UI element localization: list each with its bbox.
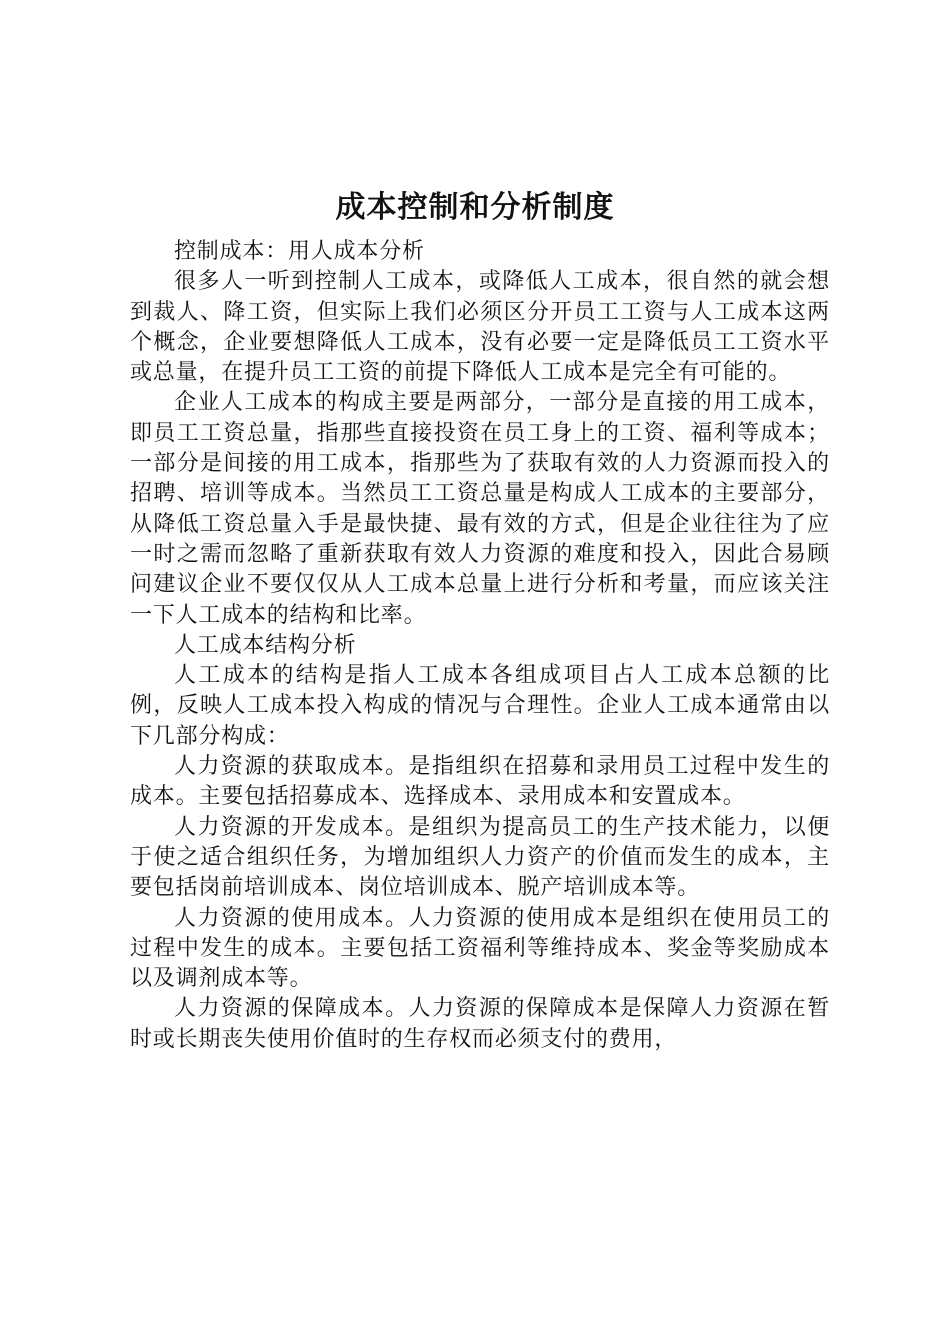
body-paragraph: 人力资源的保障成本。人力资源的保障成本是保障人力资源在暂时或长期丧失使用价值时的生存权而必须支付的费用，: [130, 996, 830, 1052]
body-paragraph: 人力资源的获取成本。是指组织在招募和录用员工过程中发生的成本。主要包括招募成本、选择成本、录用成本和安置成本。: [130, 754, 830, 810]
body-paragraph: 人力资源的开发成本。是组织为提高员工的生产技术能力，以便于使之适合组织任务，为增加组织人力资产的价值而发生的成本，主要包括岗前培训成本、岗位培训成本、脱产培训成本等。: [130, 814, 830, 901]
body-paragraph: 人工成本的结构是指人工成本各组成项目占人工成本总额的比例，反映人工成本投入构成的情况与合理性。企业人工成本通常由以下几部分构成：: [130, 663, 830, 749]
document-body: [130, 237, 830, 1055]
section-heading-structure-analysis: 人工成本结构分析: [174, 632, 357, 658]
body-paragraph: 人力资源的使用成本。人力资源的使用成本是组织在使用员工的过程中发生的成本。主要包括工资福利等维持成本、奖金等奖励成本以及调剂成本等。: [130, 905, 830, 992]
section-heading-cost-control: 控制成本：用人成本分析: [174, 239, 425, 264]
body-paragraph: 企业人工成本的构成主要是两部分，一部分是直接的用工成本，即员工工资总量，指那些直接投资在员工身上的工资、福利等成本；一部分是间接的用工成本，指那些为了获取有效的人力资源而投入的招聘、培训等成本。当然员工工资总量是构成人工成本的主要部分，从降低工资总量入手是最快捷、最有效的方式，但是企业往往为了应一时之需而忽略了重新获取有效人力资源的难度和投入，因此合易顾问建议企业不要仅仅从人工成本总量上进行分析和考量，而应该关注一下人工成本的结构和比率。: [130, 390, 830, 628]
document-title: 成本控制和分析制度: [335, 190, 615, 225]
body-paragraph: 很多人一听到控制人工成本，或降低人工成本，很自然的就会想到裁人、降工资，但实际上我们必须区分开员工工资与人工成本这两个概念，企业要想降低人工成本，没有必要一定是降低员工工资水平或总量，在提升员工工资的前提下降低人工成本是完全有可能的。: [130, 269, 830, 386]
